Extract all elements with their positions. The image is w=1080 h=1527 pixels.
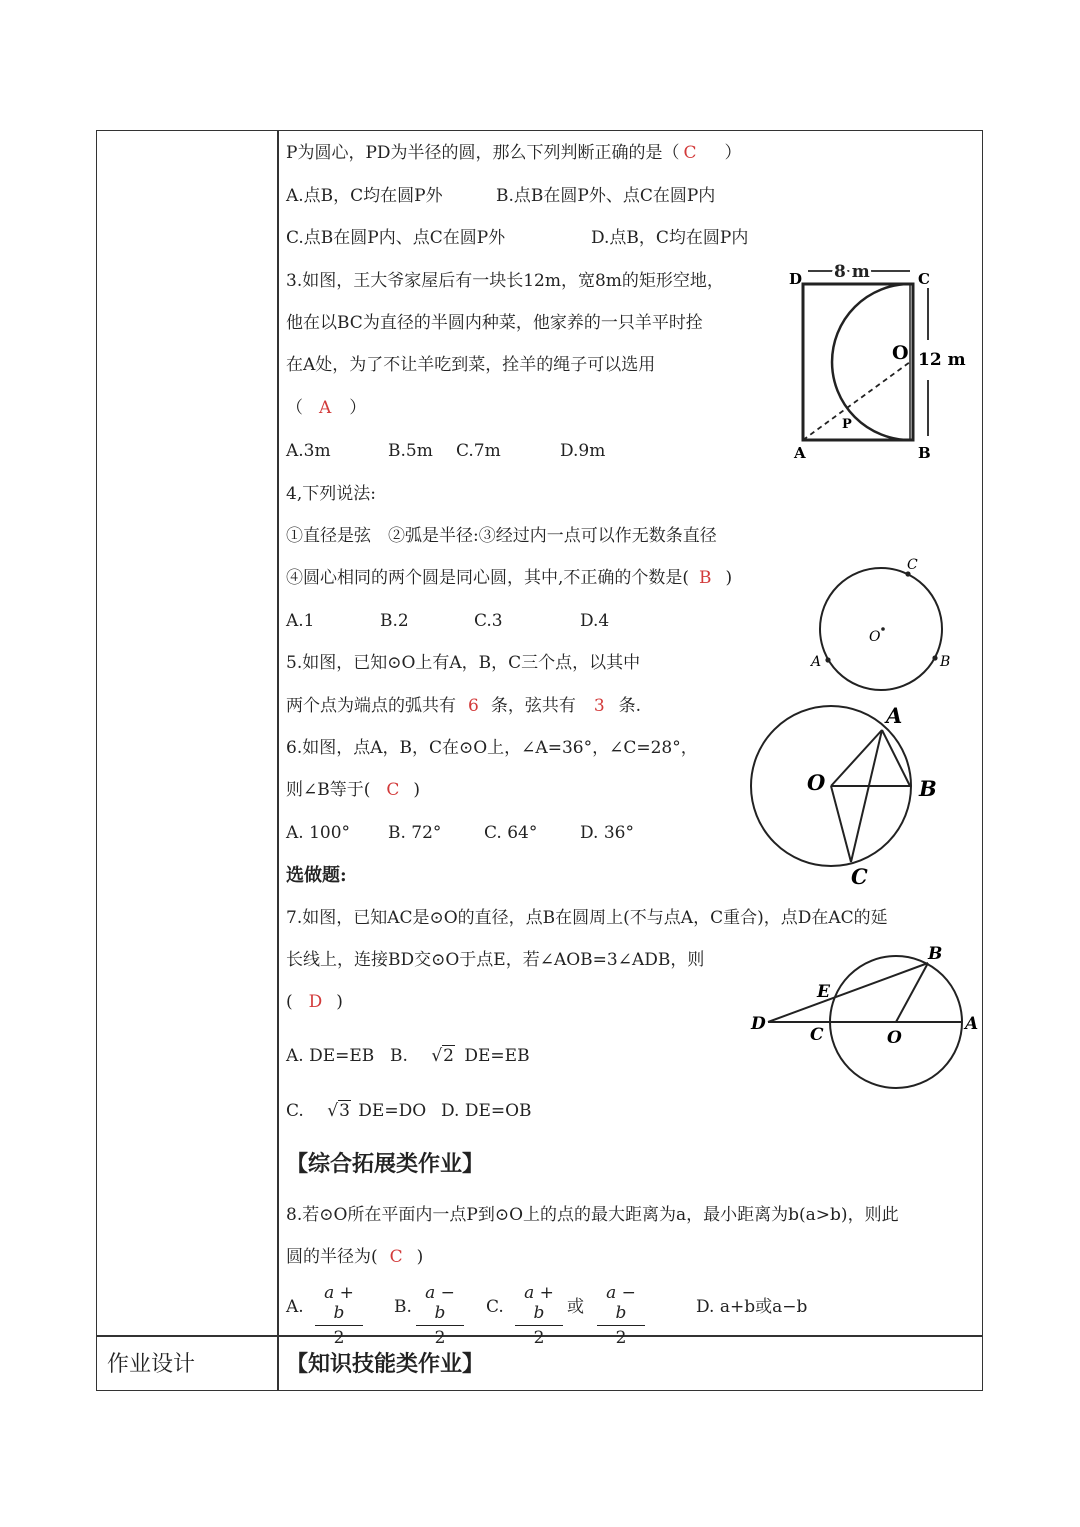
q8-line-2: 圆的半径为( C ) [286, 1247, 424, 1267]
q3-label-d: D [789, 270, 803, 288]
q2-option-c: C.点B在圆P内、点C在圆P外 [286, 228, 506, 248]
q6-label-o: O [807, 770, 826, 795]
q5-line-1: 5.如图，已知⊙O上有A，B，C三个点，以其中 [286, 653, 641, 673]
sqrt-icon: √ [431, 1046, 443, 1066]
q8-option-b-fraction: $\frac{a - b}{2}$ [416, 1283, 464, 1348]
q6-segment-oc [831, 786, 851, 862]
q5-label-b: B [940, 654, 951, 670]
q7-label-e: E [817, 982, 830, 1002]
q8-option-c-fraction-1: $\frac{a + b}{2}$ [515, 1283, 563, 1348]
q7-answer: D [308, 992, 323, 1012]
q6-label-b: B [919, 776, 937, 801]
q4-line-1: 4,下列说法: [286, 484, 376, 504]
q5-answer-arcs: 6 [468, 696, 479, 716]
q6-answer: C [386, 780, 400, 800]
q3-width-label: 8 m [834, 262, 870, 282]
q3-label-a: A [794, 444, 806, 462]
q8-answer: C [389, 1247, 403, 1267]
q3-option-d: D.9m [560, 441, 606, 461]
q3-line-1: 3.如图，王大爷家屋后有一块长12m，宽8m的矩形空地， [286, 271, 724, 291]
q2-option-b: B.点B在圆P外、点C在圆P内 [496, 186, 716, 206]
q7-option-b: B. √2 DE=EB [390, 1046, 530, 1066]
q3-answer-line: （ A ） [286, 398, 367, 418]
q7-label-c: C [810, 1025, 824, 1045]
q5-label-a: A [811, 654, 822, 670]
q6-option-b: B. 72° [388, 823, 442, 843]
q4-option-c: C.3 [474, 611, 503, 631]
q3-line-2: 他在以BC为直径的半圆内种菜，他家养的一只羊平时拴 [286, 313, 703, 333]
q5-line-2: 两个点为端点的弧共有 6 条，弦共有 3 条. [286, 696, 642, 716]
q3-dashed-ao [803, 362, 910, 440]
q4-line-3: ④圆心相同的两个圆是同心圆，其中,不正确的个数是( B ) [286, 568, 733, 588]
q3-rectangle-figure [786, 258, 976, 463]
q6-line-2: 则∠B等于( C ) [286, 780, 421, 800]
q7-label-a: A [965, 1014, 979, 1034]
q7-option-c: C. √3 DE=DO [286, 1101, 427, 1121]
q7-segment-db [768, 963, 928, 1022]
q3-label-p: P [842, 417, 852, 432]
q7-answer-line: ( D ) [286, 992, 343, 1012]
q5-label-c: C [907, 557, 918, 573]
q7-line-2: 长线上，连接BD交⊙O于点E，若∠AOB=3∠ADB，则 [286, 950, 705, 970]
section-comprehensive-heading: 【综合拓展类作业】 [286, 1152, 485, 1177]
q2-answer: C [683, 143, 697, 163]
q6-option-a: A. 100° [286, 823, 351, 843]
q6-option-d: D. 36° [580, 823, 634, 843]
q4-answer: B [699, 568, 712, 588]
q7-label-b: B [928, 944, 943, 964]
q7-option-a: A. DE=EB [286, 1046, 375, 1066]
q4-option-a: A.1 [286, 611, 315, 631]
q4-option-d: D.4 [580, 611, 610, 631]
q3-label-b: B [918, 444, 931, 462]
q7-label-d: D [751, 1014, 766, 1034]
q5-answer-chords: 3 [593, 696, 605, 716]
q3-option-b: B.5m [388, 441, 433, 461]
q6-circle-figure [745, 700, 945, 890]
q5-point-a [825, 657, 830, 662]
q8-option-a-fraction: $\frac{a + b}{2}$ [315, 1283, 363, 1348]
q3-label-c: C [918, 270, 930, 288]
q8-option-a-label: A. [286, 1297, 304, 1317]
q5-point-b [932, 655, 937, 660]
q3-label-o: O [892, 342, 909, 364]
q2-option-d: D.点B，C均在圆P内 [591, 228, 749, 248]
q7-label-o: O [887, 1028, 902, 1048]
q3-option-a: A.3m [286, 441, 331, 461]
q8-option-d: D. a+b或a−b [696, 1297, 808, 1317]
q4-line-2: ①直径是弦 ②弧是半径:③经过内一点可以作无数条直径 [286, 526, 717, 546]
q5-label-o: O [869, 629, 881, 645]
q6-segment-oa [831, 730, 882, 786]
q6-segment-ac [851, 730, 882, 862]
q5-circle-figure [805, 552, 965, 697]
section-knowledge-heading: 【知识技能类作业】 [286, 1352, 485, 1377]
sqrt-icon: √ [327, 1101, 339, 1121]
column-divider [277, 131, 279, 1390]
q7-line-1: 7.如图，已知AC是⊙O的直径，点B在圆周上(不与点A，C重合)，点D在AC的延 [286, 908, 888, 928]
q7-circle-figure [748, 940, 988, 1100]
q6-option-c: C. 64° [484, 823, 538, 843]
q5-circle [820, 568, 942, 690]
q8-option-c-label: C. [486, 1297, 504, 1317]
q7-option-d: D. DE=OB [441, 1101, 532, 1121]
q7-segment-ob [896, 963, 928, 1022]
q2-option-a: A.点B，C均在圆P外 [286, 186, 443, 206]
q3-answer: A [319, 398, 332, 418]
q6-label-c: C [851, 864, 868, 889]
q8-option-c-fraction-2: $\frac{a - b}{2}$ [597, 1283, 645, 1348]
q3-line-3: 在A处，为了不让羊吃到菜，拴羊的绳子可以选用 [286, 355, 656, 375]
q4-option-b: B.2 [380, 611, 409, 631]
q2-stem: P为圆心，PD为半径的圆，那么下列判断正确的是（ C ） [286, 143, 742, 163]
q8-line-1: 8.若⊙O所在平面内一点P到⊙O上的点的最大距离为a，最小距离为b(a>b)，则此 [286, 1205, 899, 1225]
q6-label-a: A [886, 703, 903, 728]
q8-option-b-label: B. [394, 1297, 412, 1317]
optional-heading: 选做题: [286, 865, 347, 886]
q6-line-1: 6.如图，点A，B，C在⊙O上，∠A=36°，∠C=28°， [286, 738, 698, 758]
q3-height-label: 12 m [918, 350, 966, 370]
bottom-row-label: 作业设计 [107, 1352, 196, 1377]
q8-option-c-or: 或 [567, 1297, 584, 1317]
q3-option-c: C.7m [456, 441, 501, 461]
q5-center [881, 627, 885, 631]
